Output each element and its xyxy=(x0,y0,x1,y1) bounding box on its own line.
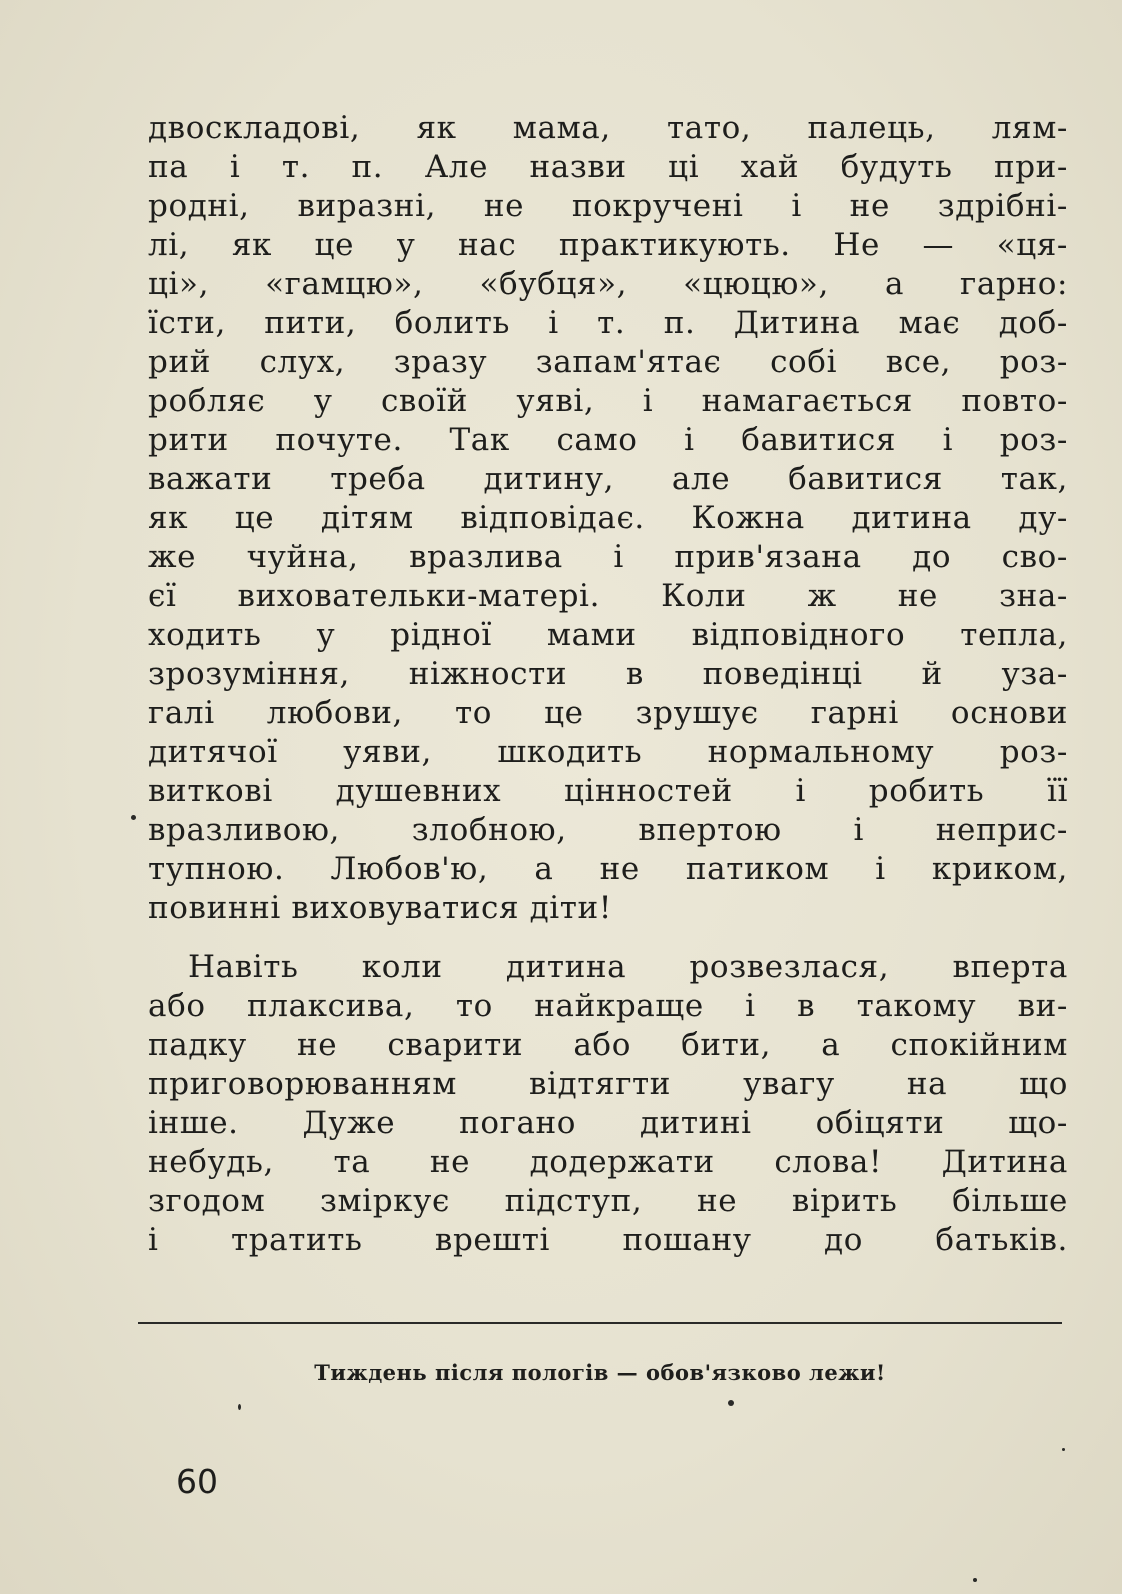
print-speck xyxy=(131,815,136,820)
text-line: па і т. п. Але назви ці хай будуть при- xyxy=(148,149,1068,185)
text-line: галі любови, то це зрушує гарні основи xyxy=(148,695,1068,731)
text-line: виткові душевних цінностей і робить її xyxy=(148,773,1068,809)
text-line: лі, як це у нас практикують. Не — «ця- xyxy=(148,227,1068,263)
text-line: повинні виховуватися діти! xyxy=(148,890,612,926)
text-line: зрозуміння, ніжности в поведінці й уза- xyxy=(148,656,1068,692)
text-line: приговорюванням відтягти увагу на що xyxy=(148,1066,1068,1102)
text-line: як це дітям відповідає. Кожна дитина ду- xyxy=(148,500,1068,536)
text-line: дитячої уяви, шкодить нормальному роз- xyxy=(148,734,1068,770)
text-line: двоскладові, як мама, тато, палець, лям- xyxy=(148,110,1068,146)
paragraph-gap xyxy=(148,928,1068,948)
text-line: і тратить врешті пошану до батьків. xyxy=(148,1222,1068,1258)
text-line: інше. Дуже погано дитині обіцяти що- xyxy=(148,1105,1068,1141)
text-line: або плаксива, то найкраще і в такому ви- xyxy=(148,988,1068,1024)
footnote-divider xyxy=(138,1322,1062,1324)
text-line: небудь, та не додержати слова! Дитина xyxy=(148,1144,1068,1180)
text-line: Навіть коли дитина розвезлася, вперта xyxy=(188,949,1068,985)
text-line: вразливою, злобною, впертою і неприс- xyxy=(148,812,1068,848)
text-line: робляє у своїй уяві, і намагається повто- xyxy=(148,383,1068,419)
text-line: падку не сварити або бити, а спокійним xyxy=(148,1027,1068,1063)
text-line: їсти, пити, болить і т. п. Дитина має доб- xyxy=(148,305,1068,341)
text-line: ходить у рідної мами відповідного тепла, xyxy=(148,617,1068,653)
text-line: тупною. Любов'ю, а не патиком і криком, xyxy=(148,851,1068,887)
text-line: же чуйна, вразлива і прив'язана до сво- xyxy=(148,539,1068,575)
footnote-text: Тиждень після пологів — обов'язково лежи! xyxy=(314,1360,886,1385)
text-line: родні, виразні, не покручені і не здрібні- xyxy=(148,188,1068,224)
print-speck xyxy=(973,1578,977,1582)
main-text xyxy=(148,109,1068,1260)
print-speck xyxy=(1062,1448,1065,1451)
text-line: ці», «гамцю», «бубця», «цюцю», а гарно: xyxy=(148,266,1068,302)
text-line: рий слух, зразу запам'ятає собі все, роз- xyxy=(148,344,1068,380)
paragraph-2 xyxy=(148,948,1068,1260)
text-line: важати треба дитину, але бавитися так, xyxy=(148,461,1068,497)
text-line: єї виховательки-матері. Коли ж не зна- xyxy=(148,578,1068,614)
print-speck xyxy=(238,1404,241,1410)
print-speck xyxy=(728,1400,734,1406)
paragraph-1 xyxy=(148,109,1068,928)
text-line: рити почуте. Так само і бавитися і роз- xyxy=(148,422,1068,458)
text-line: згодом зміркує підступ, не вірить більше xyxy=(148,1183,1068,1219)
page-number: 60 xyxy=(176,1462,218,1501)
